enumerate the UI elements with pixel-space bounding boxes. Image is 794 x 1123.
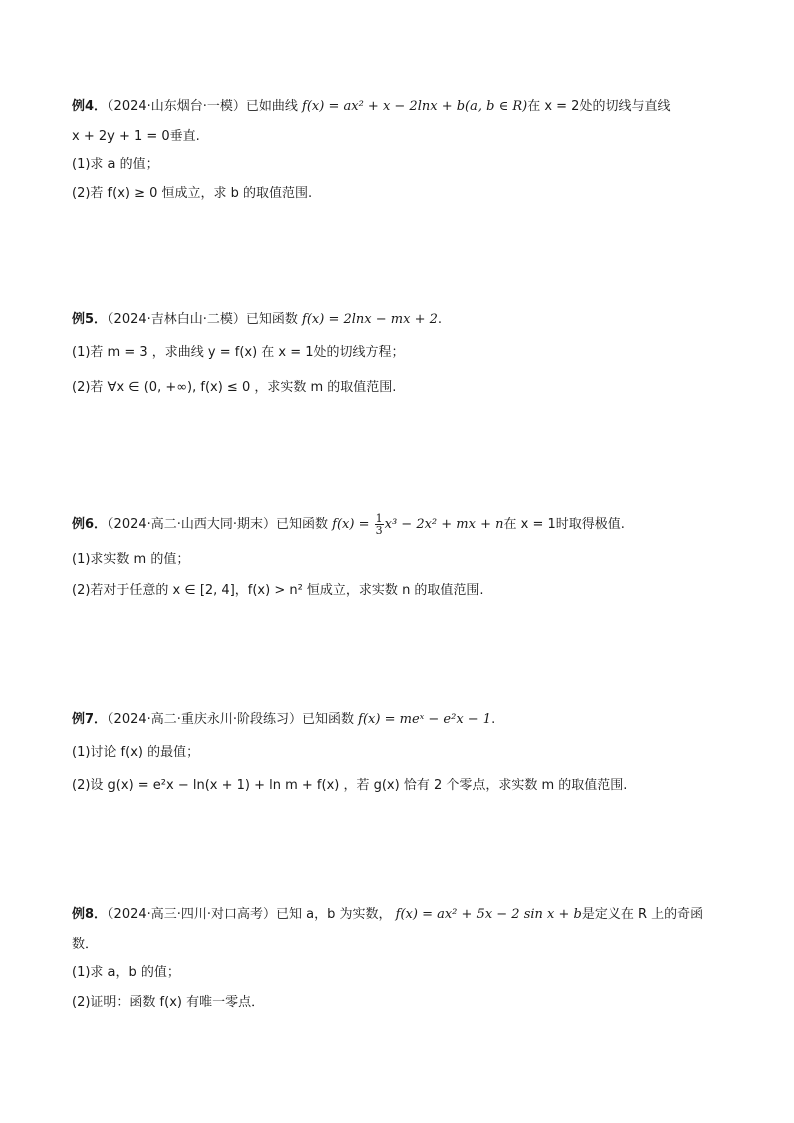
math-expression: x³ − 2x² + mx + n bbox=[384, 517, 504, 532]
problem-text: 在 x = 2处的切线与直线 bbox=[527, 99, 671, 114]
problem-source: （2024·吉林白山·二模）已知函数 bbox=[107, 312, 298, 327]
problem-5-line-1 bbox=[72, 311, 442, 329]
problem-lead: 例8． bbox=[72, 907, 108, 922]
problem-source: （2024·高二·重庆永川·阶段练习）已知函数 bbox=[107, 712, 355, 727]
problem-part-1: (1)讨论 f(x) 的最值； bbox=[72, 745, 200, 760]
problem-part-1: (1)若 m = 3 ，求曲线 y = f(x) 在 x = 1处的切线方程； bbox=[72, 345, 405, 360]
problem-line: x + 2y + 1 = 0垂直. bbox=[72, 129, 200, 144]
math-expression: f(x) = meˣ − e²x − 1 bbox=[358, 712, 492, 727]
problem-part-2: (2)若 ∀x ∈ (0, +∞), f(x) ≤ 0 ，求实数 m 的取值范围. bbox=[72, 380, 397, 395]
problem-part-2: (2)若对于任意的 x ∈ [2, 4]，f(x) > n² 恒成立，求实数 n 的取值范围. bbox=[72, 583, 484, 598]
problem-part-1: (1)求实数 m 的值； bbox=[72, 552, 190, 567]
math-expression: f(x) = ax² + 5x − 2 sin x + b bbox=[395, 907, 582, 922]
problem-lead: 例4． bbox=[72, 99, 108, 114]
problem-source: （2024·高二·山西大同·期末）已知函数 bbox=[107, 517, 329, 532]
fraction-denominator: 3 bbox=[375, 524, 383, 537]
problem-lead: 例6． bbox=[72, 517, 108, 532]
problem-lead: 例5． bbox=[72, 312, 108, 327]
problem-part-2: (2)若 f(x) ≥ 0 恒成立，求 b 的取值范围. bbox=[72, 186, 313, 201]
problem-lead: 例7． bbox=[72, 712, 108, 727]
problem-text: 是定义在 R 上的奇函 bbox=[581, 907, 704, 922]
problem-4-line-1 bbox=[72, 98, 670, 116]
problem-source: （2024·山东烟台·一模）已如曲线 bbox=[107, 99, 298, 114]
problem-part-1: (1)求 a，b 的值； bbox=[72, 965, 180, 980]
problem-part-2: (2)证明：函数 f(x) 有唯一零点． bbox=[72, 995, 265, 1010]
math-expression: f(x) = bbox=[332, 517, 370, 532]
problem-6-line-1 bbox=[72, 513, 625, 536]
problem-text: 在 x = 1时取得极值. bbox=[503, 517, 625, 532]
fraction bbox=[375, 513, 384, 536]
problem-line: 数． bbox=[72, 937, 99, 952]
problem-part-2: (2)设 g(x) = e²x − ln(x + 1) + ln m + f(x) ，若 g(x) 恰有 2 个零点，求实数 m 的取值范围. bbox=[72, 778, 628, 793]
problem-8-line-1 bbox=[72, 906, 703, 924]
problem-part-1: (1)求 a 的值； bbox=[72, 157, 159, 172]
problem-text: . bbox=[491, 712, 496, 727]
math-expression: f(x) = ax² + x − 2lnx + b(a, b ∈ R) bbox=[302, 99, 528, 114]
problem-source: （2024·高三·四川·对口高考）已知 a，b 为实数， bbox=[107, 907, 392, 922]
math-expression: f(x) = 2lnx − mx + 2 bbox=[302, 312, 438, 327]
problem-text: . bbox=[437, 312, 443, 327]
fraction-numerator: 1 bbox=[375, 512, 383, 525]
problem-7-line-1 bbox=[72, 711, 495, 729]
